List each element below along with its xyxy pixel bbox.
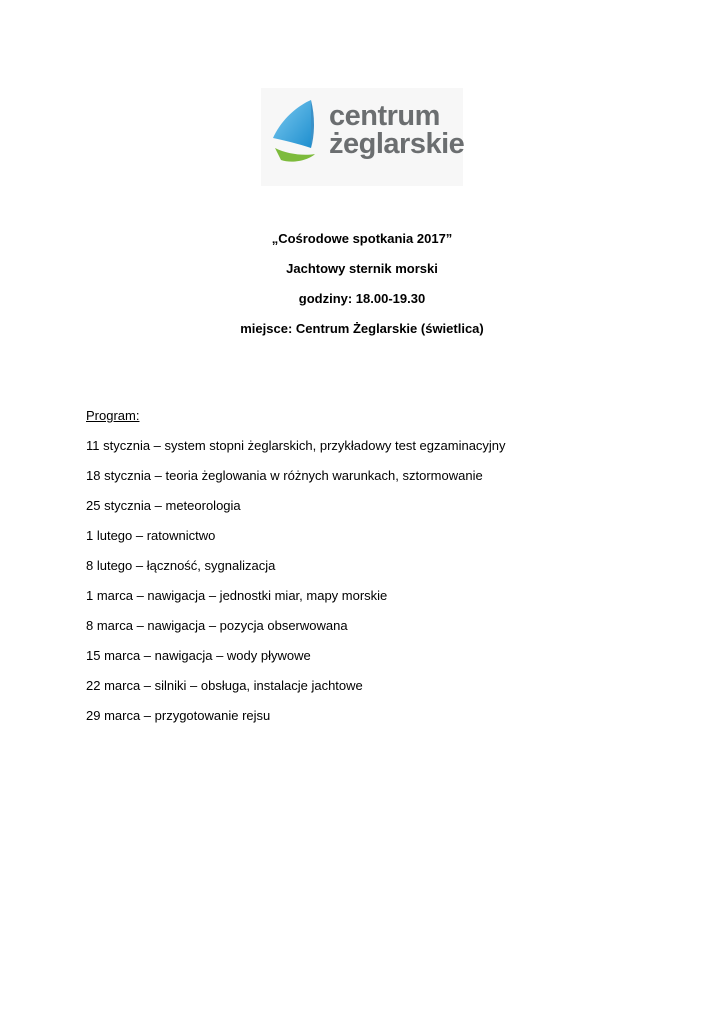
course-name: Jachtowy sternik morski <box>286 261 438 276</box>
sail-icon <box>269 98 329 168</box>
program-item: 18 stycznia – teoria żeglowania w różnych warunkach, sztormowanie <box>86 468 483 483</box>
program-item: 25 stycznia – meteorologia <box>86 498 241 513</box>
program-item: 15 marca – nawigacja – wody pływowe <box>86 648 311 663</box>
program-item: 11 stycznia – system stopni żeglarskich, przykładowy test egzaminacyjny <box>86 438 506 453</box>
program-item: 22 marca – silniki – obsługa, instalacje jachtowe <box>86 678 363 693</box>
program-item: 1 lutego – ratownictwo <box>86 528 216 543</box>
logo-text-line2: żeglarskie <box>329 128 465 160</box>
event-hours: godziny: 18.00-19.30 <box>298 291 426 306</box>
event-header <box>0 230 724 350</box>
program-item: 8 lutego – łączność, sygnalizacja <box>86 558 276 573</box>
event-title: „Cośrodowe spotkania 2017” <box>271 231 453 246</box>
centrum-zeglarskie-logo <box>261 88 463 186</box>
program-item: 1 marca – nawigacja – jednostki miar, mapy morskie <box>86 588 388 603</box>
program-section <box>86 407 686 737</box>
event-place: miejsce: Centrum Żeglarskie (świetlica) <box>240 321 484 336</box>
logo-text-line1: centrum <box>329 100 440 132</box>
program-item: 8 marca – nawigacja – pozycja obserwowana <box>86 618 348 633</box>
program-title: Program: <box>86 408 140 423</box>
program-item: 29 marca – przygotowanie rejsu <box>86 708 271 723</box>
